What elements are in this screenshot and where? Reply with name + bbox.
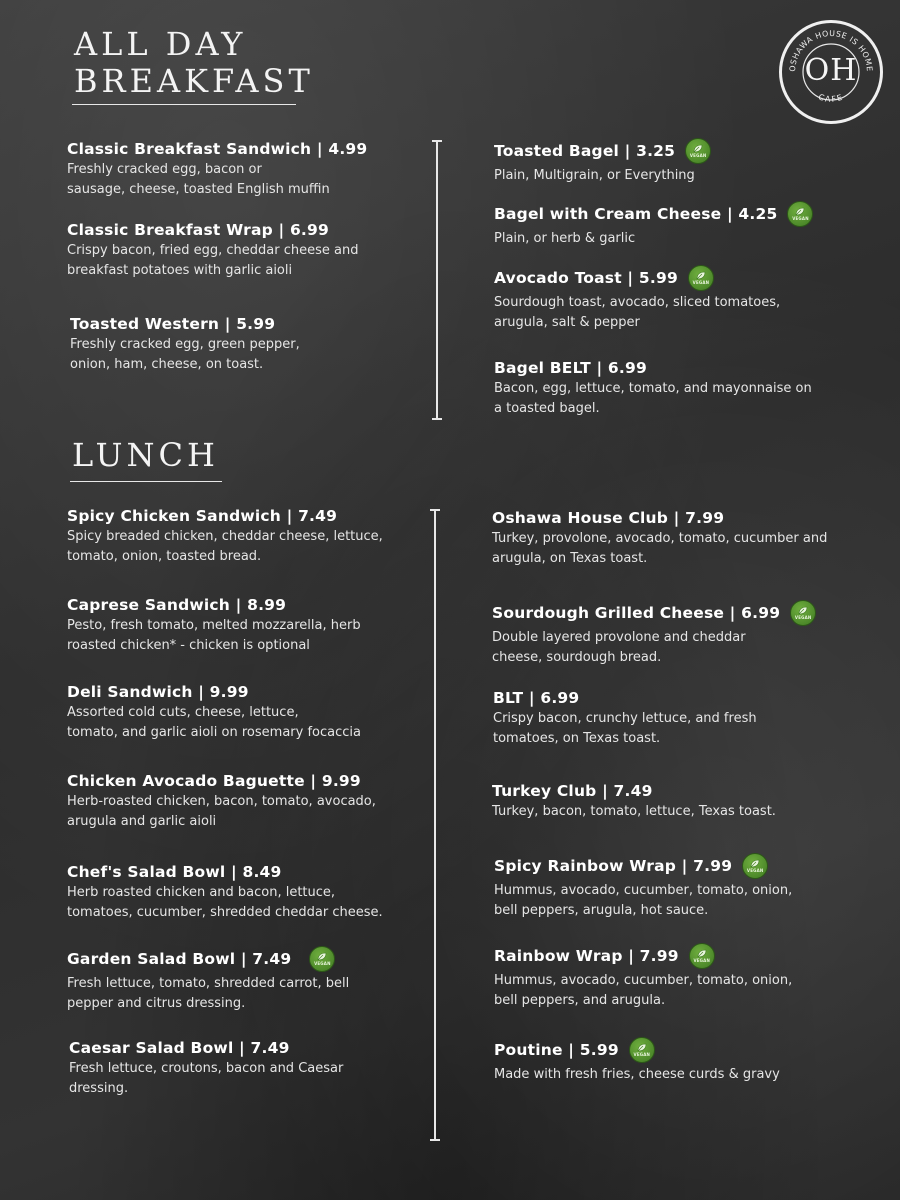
breakfast-item-avocado-toast [494, 265, 780, 333]
item-desc-line: roasted chicken* - chicken is optional [67, 638, 310, 653]
item-desc-line: bell peppers, and arugula. [494, 993, 666, 1008]
logo-ring-text: OSHAWA HOUSE IS HOME [787, 28, 875, 73]
item-description [494, 229, 813, 249]
item-title: Chef's Salad Bowl | 8.49 [67, 863, 282, 881]
item-description [67, 241, 358, 281]
svg-text:CAFE [817, 92, 844, 103]
item-desc-line: Spicy breaded chicken, cheddar cheese, lettuce, [67, 529, 383, 544]
item-desc-line: Crispy bacon, crunchy lettuce, and fresh [493, 711, 757, 726]
item-desc-line: Plain, Multigrain, or Everything [494, 168, 695, 183]
lunch-title-underline [70, 481, 222, 482]
breakfast-title-line1: ALL DAY [74, 25, 247, 63]
item-desc-line: breakfast potatoes with garlic aioli [67, 263, 293, 278]
item-description [69, 1059, 343, 1099]
item-desc-line: Herb-roasted chicken, bacon, tomato, avocado, [67, 794, 376, 809]
item-title: BLT | 6.99 [493, 689, 580, 707]
item-title: Rainbow Wrap | 7.99 [494, 947, 679, 965]
breakfast-item-bagel-cream-cheese [494, 201, 813, 249]
item-description [67, 703, 361, 743]
leaf-icon [696, 271, 706, 280]
item-desc-line: Pesto, fresh tomato, melted mozzarella, herb [67, 618, 361, 633]
lunch-item-caprese-sandwich [67, 596, 361, 656]
item-title: Sourdough Grilled Cheese | 6.99 [492, 604, 781, 622]
item-title: Toasted Western | 5.99 [70, 315, 276, 333]
item-title: Spicy Chicken Sandwich | 7.49 [67, 507, 338, 525]
vegan-label: VEGAN [633, 1052, 651, 1057]
lunch-column-divider [434, 509, 436, 1141]
item-desc-line: Turkey, provolone, avocado, tomato, cucumber and [492, 531, 828, 546]
logo-bottom-text: CAFE [817, 92, 845, 104]
item-desc-line: Freshly cracked egg, green pepper, [70, 337, 300, 352]
item-desc-line: tomatoes, on Texas toast. [493, 731, 661, 746]
breakfast-item-bagel-belt [494, 359, 812, 419]
item-desc-line: tomatoes, cucumber, shredded cheddar cheese. [67, 905, 383, 920]
item-description [67, 974, 349, 1014]
leaf-icon [317, 952, 327, 961]
item-description [494, 881, 792, 921]
item-description [494, 293, 780, 333]
item-title: Turkey Club | 7.49 [492, 782, 653, 800]
lunch-item-blt [493, 689, 757, 749]
item-description [67, 792, 376, 832]
item-desc-line: Double layered provolone and cheddar [492, 630, 746, 645]
vegan-label: VEGAN [794, 615, 812, 620]
breakfast-item-toasted-bagel [494, 138, 711, 186]
vegan-badge [688, 265, 714, 291]
item-title: Garden Salad Bowl | 7.49 [67, 950, 292, 968]
item-description [67, 616, 361, 656]
item-desc-line: arugula and garlic aioli [67, 814, 217, 829]
item-title: Toasted Bagel | 3.25 [494, 142, 676, 160]
lunch-item-garden-salad-bowl [67, 946, 349, 1014]
item-title: Caprese Sandwich | 8.99 [67, 596, 287, 614]
item-description [67, 160, 367, 200]
vegan-badge [629, 1037, 655, 1063]
item-description [67, 527, 383, 567]
item-desc-line: tomato, onion, toasted bread. [67, 549, 262, 564]
item-desc-line: Fresh lettuce, tomato, shredded carrot, bell [67, 976, 350, 991]
vegan-label: VEGAN [792, 216, 809, 221]
item-title: Bagel with Cream Cheese | 4.25 [494, 205, 778, 223]
cafe-logo [779, 20, 883, 124]
item-desc-line: Crispy bacon, fried egg, cheddar cheese and [67, 243, 359, 258]
item-desc-line: bell peppers, arugula, hot sauce. [494, 903, 709, 918]
lunch-item-oshawa-house-club [492, 509, 827, 569]
lunch-item-sourdough-grilled-cheese [492, 600, 816, 668]
breakfast-title-underline [72, 104, 296, 105]
vegan-label: VEGAN [692, 280, 710, 285]
leaf-icon [750, 859, 760, 868]
lunch-item-chefs-salad-bowl [67, 863, 383, 923]
leaf-icon [798, 606, 808, 615]
leaf-icon [637, 1043, 647, 1052]
item-desc-line: Assorted cold cuts, cheese, lettuce, [67, 705, 299, 720]
vegan-badge [685, 138, 711, 164]
item-description [494, 166, 711, 186]
item-description [494, 971, 792, 1011]
item-title: Poutine | 5.99 [494, 1041, 619, 1059]
item-title: Chicken Avocado Baguette | 9.99 [67, 772, 361, 790]
vegan-badge [309, 946, 335, 972]
item-description [494, 379, 812, 419]
item-description [493, 709, 757, 749]
item-description [67, 883, 383, 923]
lunch-item-rainbow-wrap [494, 943, 792, 1011]
item-desc-line: Made with fresh fries, cheese curds & gravy [494, 1067, 780, 1082]
item-description [492, 802, 776, 822]
item-title: Classic Breakfast Wrap | 6.99 [67, 221, 329, 239]
item-description [494, 1065, 780, 1085]
breakfast-title [74, 26, 314, 100]
item-desc-line: arugula, salt & pepper [494, 315, 640, 330]
item-title: Caesar Salad Bowl | 7.49 [69, 1039, 290, 1057]
item-desc-line: Turkey, bacon, tomato, lettuce, Texas toast. [492, 804, 776, 819]
breakfast-item-toasted-western [70, 315, 300, 375]
item-title: Oshawa House Club | 7.99 [492, 509, 725, 527]
vegan-badge [790, 600, 816, 626]
item-description [492, 529, 827, 569]
breakfast-item-classic-wrap [67, 221, 358, 281]
breakfast-column-divider [436, 140, 438, 420]
item-title: Classic Breakfast Sandwich | 4.99 [67, 140, 368, 158]
item-desc-line: Fresh lettuce, croutons, bacon and Caesar [69, 1061, 344, 1076]
item-desc-line: pepper and citrus dressing. [67, 996, 246, 1011]
item-title: Avocado Toast | 5.99 [494, 269, 678, 287]
item-title: Spicy Rainbow Wrap | 7.99 [494, 857, 733, 875]
item-desc-line: Herb roasted chicken and bacon, lettuce, [67, 885, 336, 900]
breakfast-item-classic-sandwich [67, 140, 367, 200]
item-desc-line: Hummus, avocado, cucumber, tomato, onion, [494, 973, 793, 988]
vegan-label: VEGAN [689, 153, 707, 158]
leaf-icon [697, 949, 707, 958]
item-title: Bagel BELT | 6.99 [494, 359, 647, 377]
vegan-label: VEGAN [746, 868, 764, 873]
vegan-label: VEGAN [693, 958, 711, 963]
vegan-label: VEGAN [314, 961, 331, 966]
vegan-badge [689, 943, 715, 969]
item-desc-line: dressing. [69, 1081, 129, 1096]
item-desc-line: Freshly cracked egg, bacon or [67, 162, 262, 177]
item-desc-line: tomato, and garlic aioli on rosemary focaccia [67, 725, 361, 740]
vegan-badge [787, 201, 813, 227]
item-desc-line: Plain, or herb & garlic [494, 231, 636, 246]
item-title: Deli Sandwich | 9.99 [67, 683, 249, 701]
logo-monogram: OH [804, 53, 858, 88]
vegan-badge [742, 853, 768, 879]
lunch-item-turkey-club [492, 782, 776, 822]
item-desc-line: Bacon, egg, lettuce, tomato, and mayonnaise on [494, 381, 812, 396]
lunch-item-poutine [494, 1037, 780, 1085]
lunch-item-chicken-avocado-baguette [67, 772, 376, 832]
item-desc-line: arugula, on Texas toast. [492, 551, 648, 566]
item-desc-line: sausage, cheese, toasted English muffin [67, 182, 330, 197]
lunch-item-caesar-salad-bowl [69, 1039, 343, 1099]
lunch-title: LUNCH [72, 436, 219, 474]
lunch-item-spicy-chicken-sandwich [67, 507, 383, 567]
item-desc-line: cheese, sourdough bread. [492, 650, 662, 665]
item-description [70, 335, 300, 375]
leaf-icon [693, 144, 703, 153]
item-desc-line: onion, ham, cheese, on toast. [70, 357, 264, 372]
item-description [492, 628, 816, 668]
breakfast-title-line2: BREAKFAST [74, 61, 314, 100]
item-desc-line: Sourdough toast, avocado, sliced tomatoes, [494, 295, 781, 310]
item-desc-line: a toasted bagel. [494, 401, 600, 416]
lunch-item-deli-sandwich [67, 683, 361, 743]
item-desc-line: Hummus, avocado, cucumber, tomato, onion, [494, 883, 793, 898]
lunch-item-spicy-rainbow-wrap [494, 853, 792, 921]
leaf-icon [795, 207, 805, 216]
